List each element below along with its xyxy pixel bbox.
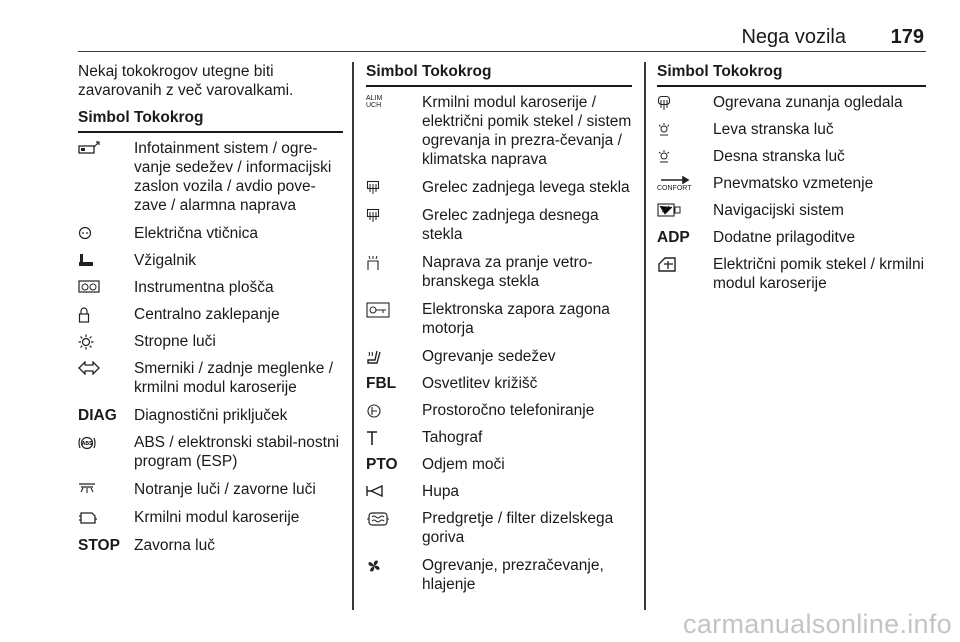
circuit-label: Desna stranska luč xyxy=(713,148,845,165)
table-row xyxy=(366,374,632,393)
washer-icon xyxy=(366,253,422,271)
table-row xyxy=(366,178,632,197)
circuit-label: Vžigalnik xyxy=(134,252,197,269)
cigarette-lighter-icon xyxy=(78,251,134,267)
power-socket-icon xyxy=(78,224,134,240)
circuit-label: Električna vtičnica xyxy=(134,225,259,242)
left-side-light-icon xyxy=(657,120,713,138)
fbl-symbol: FBL xyxy=(366,375,397,392)
table-row xyxy=(366,253,632,291)
column-divider xyxy=(644,62,646,610)
circuit-label: Ogrevana zunanja ogledala xyxy=(713,94,903,111)
rear-window-heater-left-icon xyxy=(366,178,422,196)
circuit-label: Zavorna luč xyxy=(134,537,215,554)
table-row xyxy=(657,120,926,139)
brake-lights-icon xyxy=(78,480,134,494)
table-row xyxy=(366,482,632,501)
circuit-header: Tokokrog xyxy=(422,63,492,80)
table-row xyxy=(78,480,343,499)
watermark: carmanualsonline.info xyxy=(683,609,952,639)
circuit-label: Grelec zadnjega levega stekla xyxy=(422,179,630,196)
circuit-label: Infotainment sistem / ogre-vanje sedežev / informacijski zaslon vozila / avdio pove-zave / alarmna naprava xyxy=(134,140,332,214)
horn-icon xyxy=(366,482,422,498)
circuit-label: Ogrevanje, prezračevanje, hlajenje xyxy=(422,557,604,593)
circuit-label: Odjem moči xyxy=(422,456,505,473)
heated-mirror-icon xyxy=(657,93,713,111)
table-row xyxy=(78,305,343,324)
circuit-header: Tokokrog xyxy=(713,63,783,80)
column-divider xyxy=(352,62,354,610)
table-row xyxy=(78,359,343,397)
table-row xyxy=(78,332,343,351)
circuit-label: Krmilni modul karoserije / električni pomik stekel / sistem ogrevanja in prezra-čevanja / klimatska naprava xyxy=(422,94,632,168)
symbol-header: Simbol xyxy=(657,63,709,80)
circuit-label: Osvetlitev križišč xyxy=(422,375,538,392)
navigation-icon xyxy=(657,201,713,217)
circuit-label: Stropne luči xyxy=(134,333,216,350)
table-row xyxy=(366,556,632,594)
right-side-light-icon xyxy=(657,147,713,165)
pto-symbol: PTO xyxy=(366,456,398,473)
circuit-label: Električni pomik stekel / krmilni modul karoserije xyxy=(713,256,925,292)
abs-esp-icon xyxy=(78,433,134,451)
circuit-label: Centralno zaklepanje xyxy=(134,306,280,323)
rear-window-heater-right-icon xyxy=(366,206,422,224)
circuit-label: Pnevmatsko vzmetenje xyxy=(713,175,874,192)
diag-symbol: DIAG xyxy=(78,407,117,424)
circuit-label: Diagnostični priključek xyxy=(134,407,288,424)
interior-light-icon xyxy=(78,332,134,350)
circuit-label: Tahograf xyxy=(422,429,483,446)
table-row xyxy=(78,251,343,270)
circuit-label: Instrumentna plošča xyxy=(134,279,274,296)
circuit-label: Smerniki / zadnje meglenke / krmilni modul karoserije xyxy=(134,360,334,396)
table-row xyxy=(78,139,343,215)
table-row xyxy=(78,406,343,425)
table-row xyxy=(366,300,632,338)
table-row xyxy=(366,347,632,366)
table-row xyxy=(78,508,343,527)
table-row xyxy=(657,93,926,112)
confort-symbol: CONFORT xyxy=(657,185,692,192)
symbol-header: Simbol xyxy=(78,109,130,126)
section-title: Nega vozila xyxy=(741,26,846,48)
page-number: 179 xyxy=(890,26,924,48)
circuit-label: Elektronska zapora zagona motorja xyxy=(422,301,610,337)
circuit-label: Ogrevanje sedežev xyxy=(422,348,556,365)
table-row xyxy=(657,147,926,166)
circuit-label: Krmilni modul karoserije xyxy=(134,509,300,526)
table-row xyxy=(366,455,632,474)
table-row xyxy=(366,428,632,447)
table-row xyxy=(366,401,632,420)
immobilizer-key-icon xyxy=(366,300,422,318)
circuit-label: Leva stranska luč xyxy=(713,121,834,138)
table-row xyxy=(366,206,632,244)
table-row xyxy=(657,228,926,247)
seat-heating-icon xyxy=(366,347,422,365)
symbol-header: Simbol xyxy=(366,63,418,80)
adp-symbol: ADP xyxy=(657,229,690,246)
circuit-label: Hupa xyxy=(422,483,460,500)
fuse-column-2 xyxy=(366,62,632,594)
circuit-label: Navigacijski sistem xyxy=(713,202,844,219)
tachograph-icon xyxy=(366,428,422,446)
table-header xyxy=(366,62,632,87)
turn-signal-icon xyxy=(78,359,134,375)
body-control-module-icon xyxy=(78,508,134,526)
table-row xyxy=(366,509,632,547)
stop-symbol: STOP xyxy=(78,537,120,554)
alim-uch-icon xyxy=(366,93,422,109)
fan-icon xyxy=(366,556,422,574)
svg-text:ABS: ABS xyxy=(81,441,93,447)
confort-suspension-icon xyxy=(657,174,713,192)
table-row xyxy=(78,536,343,555)
table-header xyxy=(78,108,343,133)
alim-uch-symbol: ALIM UCH xyxy=(366,95,383,109)
table-row xyxy=(78,278,343,297)
table-row xyxy=(657,255,926,293)
intro-text: Nekaj tokokrogov utegne biti zavarovanih z več varovalkami. xyxy=(78,63,294,99)
circuit-label: Predgretje / filter dizelskega goriva xyxy=(422,510,614,546)
infotainment-icon xyxy=(78,139,134,155)
table-row xyxy=(657,174,926,193)
instrument-panel-icon xyxy=(78,278,134,293)
circuit-label: Naprava za pranje vetro-branskega stekla xyxy=(422,254,593,290)
circuit-label: Dodatne prilagoditve xyxy=(713,229,856,246)
fuse-column-1 xyxy=(78,62,343,555)
diesel-filter-icon xyxy=(366,509,422,527)
table-row xyxy=(78,433,343,471)
power-window-icon xyxy=(657,255,713,273)
circuit-label: ABS / elektronski stabil-nostni program (ESP) xyxy=(134,434,340,470)
table-header xyxy=(657,62,926,87)
fuse-column-3 xyxy=(657,62,926,293)
table-row xyxy=(366,93,632,169)
circuit-header: Tokokrog xyxy=(134,109,204,126)
circuit-label: Notranje luči / zavorne luči xyxy=(134,481,316,498)
central-lock-icon xyxy=(78,305,134,323)
circuit-label: Prostoročno telefoniranje xyxy=(422,402,595,419)
circuit-label: Grelec zadnjega desnega stekla xyxy=(422,207,599,243)
handsfree-phone-icon xyxy=(366,401,422,419)
page-header xyxy=(78,22,926,52)
table-row xyxy=(657,201,926,220)
table-row xyxy=(78,224,343,243)
